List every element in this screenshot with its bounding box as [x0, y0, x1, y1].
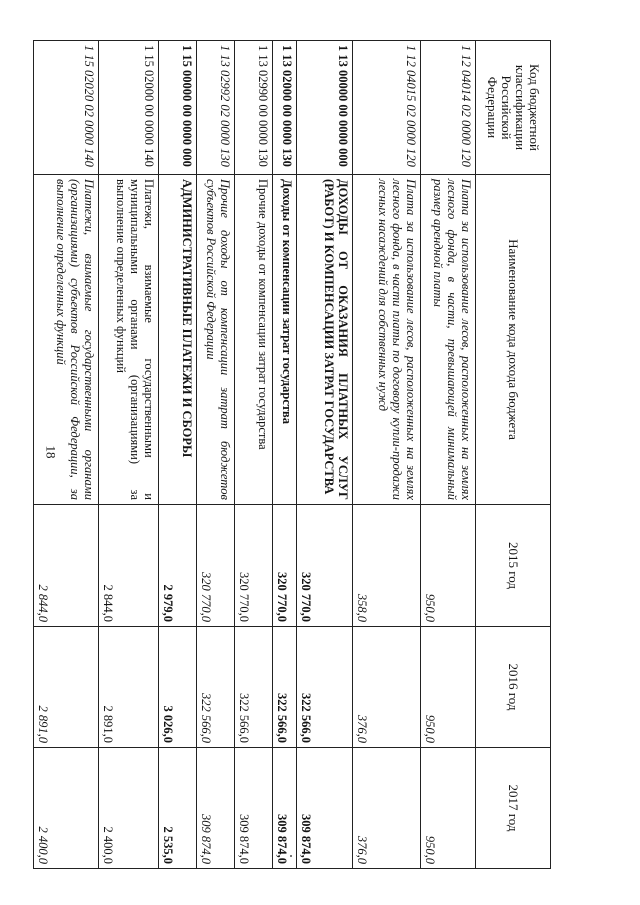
row-value-2015: 2 844,0 [99, 505, 159, 627]
row-code: 1 15 02020 02 0000 140 [34, 41, 99, 175]
row-value-2015: 2 844,0 [34, 505, 99, 627]
row-name: Прочие доходы от компенсации затрат бюджетов субъектов Российской Федерации [197, 175, 235, 505]
row-value-2015: 320 770,0 [297, 505, 353, 627]
table-row [159, 41, 197, 869]
row-value-2017: 376,0 [353, 748, 421, 869]
table-row [197, 41, 235, 869]
table-row [235, 41, 273, 869]
header-2016: 2016 год [476, 627, 551, 748]
row-code: 1 13 02000 00 0000 130 [273, 41, 297, 175]
row-value-2016: 322 566,0 [235, 627, 273, 748]
row-name: Прочие доходы от компенсации затрат государства [235, 175, 273, 505]
header-code: Код бюджетной классификации Российской Федерации [476, 41, 551, 175]
table-row [99, 41, 159, 869]
row-value-2015: 320 770,0 [197, 505, 235, 627]
row-name: Платежи, взимаемые государственными и муниципальными органами (организациями) за выполнение определенных функций [99, 175, 159, 505]
row-value-2015: 320 770,0 [273, 505, 297, 627]
row-code: 1 13 02990 00 0000 130 [235, 41, 273, 175]
row-value-2017: 2 400,0 [34, 748, 99, 869]
header-name: Наименование кода дохода бюджета [476, 175, 551, 505]
row-value-2015: 950,0 [421, 505, 476, 627]
row-name: Платежи, взимаемые государственными органами (организациями) субъектов Российской Федерации, за выполнение определенных функций [34, 175, 99, 505]
row-value-2017: 2 535,0 [159, 748, 197, 869]
row-value-2016: 376,0 [353, 627, 421, 748]
table-row [353, 41, 421, 869]
page-number: 18 [43, 445, 59, 459]
table-header-row [476, 41, 551, 869]
table-row [34, 41, 99, 869]
table-row [273, 41, 297, 869]
row-name: Плата за использование лесов, расположенных на землях лесного фонда, в части, превышающей минимальный размер арендной платы [421, 175, 476, 505]
row-value-2016: 950,0 [421, 627, 476, 748]
header-2017: 2017 год [476, 748, 551, 869]
row-name: Плата за использование лесов, расположенных на землях лесного фонда, в части платы по договору купли-продажи лесных насаждений для собственных нужд [353, 175, 421, 505]
row-value-2017: 309 874,0 [197, 748, 235, 869]
row-value-2016: 2 891,0 [99, 627, 159, 748]
row-value-2015: 2 979,0 [159, 505, 197, 627]
row-value-2017: 2 400,0 [99, 748, 159, 869]
row-value-2015: 320 770,0 [235, 505, 273, 627]
row-name: АДМИНИСТРАТИВНЫЕ ПЛАТЕЖИ И СБОРЫ [159, 175, 197, 505]
row-code: 1 12 04014 02 0000 120 [421, 41, 476, 175]
row-code: 1 15 00000 00 0000 000 [159, 41, 197, 175]
table-row [297, 41, 353, 869]
scan-speck [290, 855, 292, 857]
row-value-2016: 322 566,0 [197, 627, 235, 748]
row-name: ДОХОДЫ ОТ ОКАЗАНИЯ ПЛАТНЫХ УСЛУГ (РАБОТ) И КОМПЕНСАЦИИ ЗАТРАТ ГОСУДАРСТВА [297, 175, 353, 505]
row-code: 1 12 04015 02 0000 120 [353, 41, 421, 175]
budget-income-table [33, 40, 551, 869]
row-value-2017: 309 874,0 [235, 748, 273, 869]
row-value-2016: 2 891,0 [34, 627, 99, 748]
row-name: Доходы от компенсации затрат государства [273, 175, 297, 505]
row-value-2015: 358,0 [353, 505, 421, 627]
row-value-2016: 3 026,0 [159, 627, 197, 748]
row-value-2017: 309 874,0 [273, 748, 297, 869]
row-value-2017: 950,0 [421, 748, 476, 869]
row-code: 1 13 02992 02 0000 130 [197, 41, 235, 175]
row-value-2016: 322 566,0 [273, 627, 297, 748]
header-2015: 2015 год [476, 505, 551, 627]
row-code: 1 13 00000 00 0000 000 [297, 41, 353, 175]
row-value-2016: 322 566,0 [297, 627, 353, 748]
table-row [421, 41, 476, 869]
row-value-2017: 309 874,0 [297, 748, 353, 869]
row-code: 1 15 02000 00 0000 140 [99, 41, 159, 175]
